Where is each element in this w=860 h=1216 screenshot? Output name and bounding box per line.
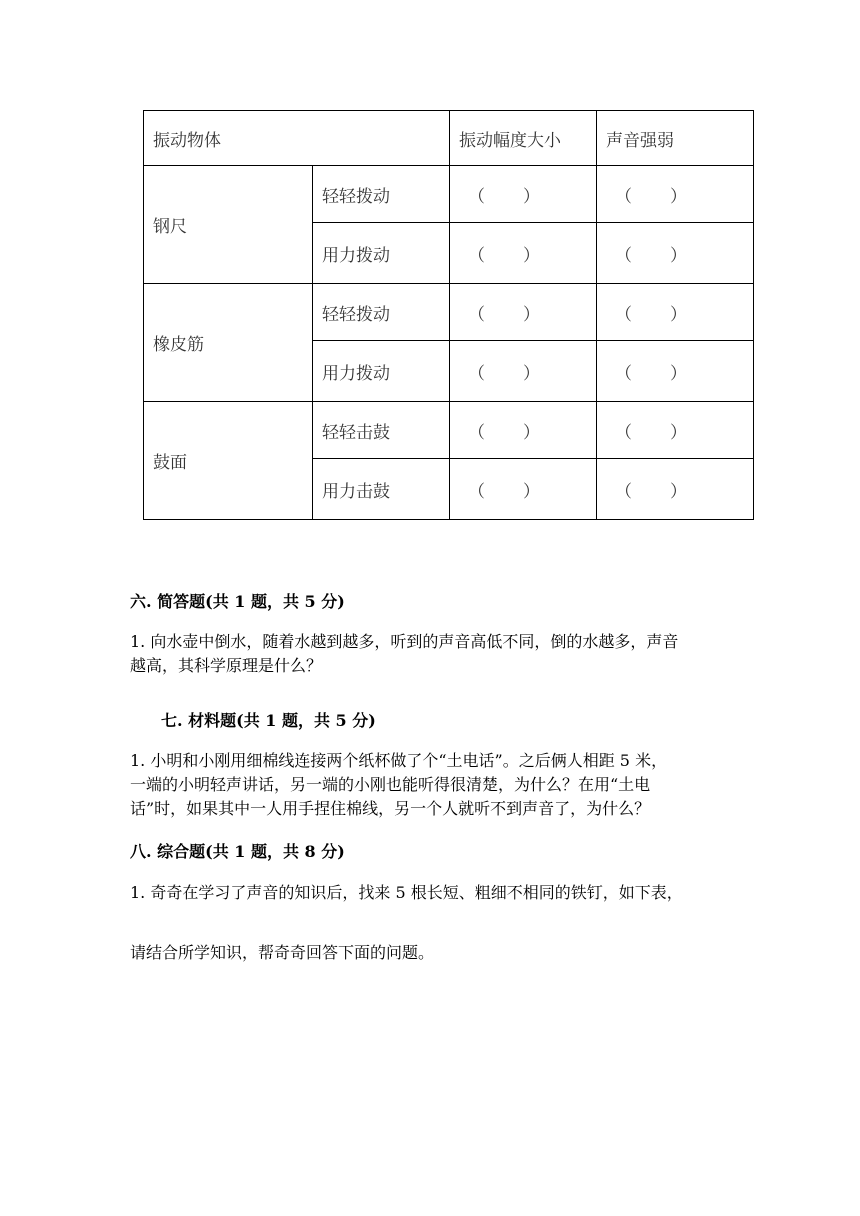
table-row: [144, 284, 754, 341]
section-8-question-line-2: 请结合所学知识，帮奇奇回答下面的问题。: [130, 943, 435, 962]
action-cell: 轻轻拨动: [313, 166, 450, 223]
header-amplitude: 振动幅度大小: [450, 111, 597, 166]
amplitude-blank[interactable]: （ ）: [450, 166, 597, 223]
section-8-question-line-1: 1. 奇奇在学习了声音的知识后，找来 5 根长短、粗细不相同的铁钉，如下表，: [130, 883, 683, 902]
header-vibrating-object: 振动物体: [144, 111, 450, 166]
action-cell: 用力击鼓: [313, 459, 450, 520]
loudness-blank[interactable]: （ ）: [597, 341, 754, 402]
question-line: 1. 向水壶中倒水，随着水越到越多，听到的声音高低不同，倒的水越多，声音: [130, 632, 679, 651]
object-cell: 橡皮筋: [144, 284, 313, 402]
action-cell: 轻轻击鼓: [313, 402, 450, 459]
loudness-blank[interactable]: （ ）: [597, 459, 754, 520]
loudness-blank[interactable]: （ ）: [597, 284, 754, 341]
object-cell: 鼓面: [144, 402, 313, 520]
question-line: 越高，其科学原理是什么？: [130, 656, 323, 675]
amplitude-blank[interactable]: （ ）: [450, 341, 597, 402]
object-cell: 钢尺: [144, 166, 313, 284]
amplitude-blank[interactable]: （ ）: [450, 284, 597, 341]
section-7-question: [130, 749, 730, 821]
section-6-question: [130, 630, 730, 678]
section-6-heading: 六. 简答题(共 1 题，共 5 分): [130, 592, 345, 611]
question-line: 1. 小明和小刚用细棉线连接两个纸杯做了个“土电话”。之后俩人相距 5 米，: [130, 751, 668, 770]
table-row: [144, 166, 754, 223]
loudness-blank[interactable]: （ ）: [597, 166, 754, 223]
question-line: 话”时，如果其中一人用手捏住棉线，另一个人就听不到声音了，为什么？: [130, 799, 651, 818]
question-line: 一端的小明轻声讲话，另一端的小刚也能听得很清楚，为什么？在用“土电: [130, 775, 651, 794]
loudness-blank[interactable]: （ ）: [597, 223, 754, 284]
action-cell: 用力拨动: [313, 341, 450, 402]
action-cell: 用力拨动: [313, 223, 450, 284]
table-row: [144, 402, 754, 459]
action-cell: 轻轻拨动: [313, 284, 450, 341]
header-loudness: 声音强弱: [597, 111, 754, 166]
loudness-blank[interactable]: （ ）: [597, 402, 754, 459]
amplitude-blank[interactable]: （ ）: [450, 402, 597, 459]
section-8-heading: 八. 综合题(共 1 题，共 8 分): [130, 842, 345, 861]
amplitude-blank[interactable]: （ ）: [450, 223, 597, 284]
table-header-row: [144, 111, 754, 166]
section-7-heading: 七. 材料题(共 1 题，共 5 分): [161, 711, 376, 730]
amplitude-blank[interactable]: （ ）: [450, 459, 597, 520]
experiment-table: [143, 110, 754, 520]
